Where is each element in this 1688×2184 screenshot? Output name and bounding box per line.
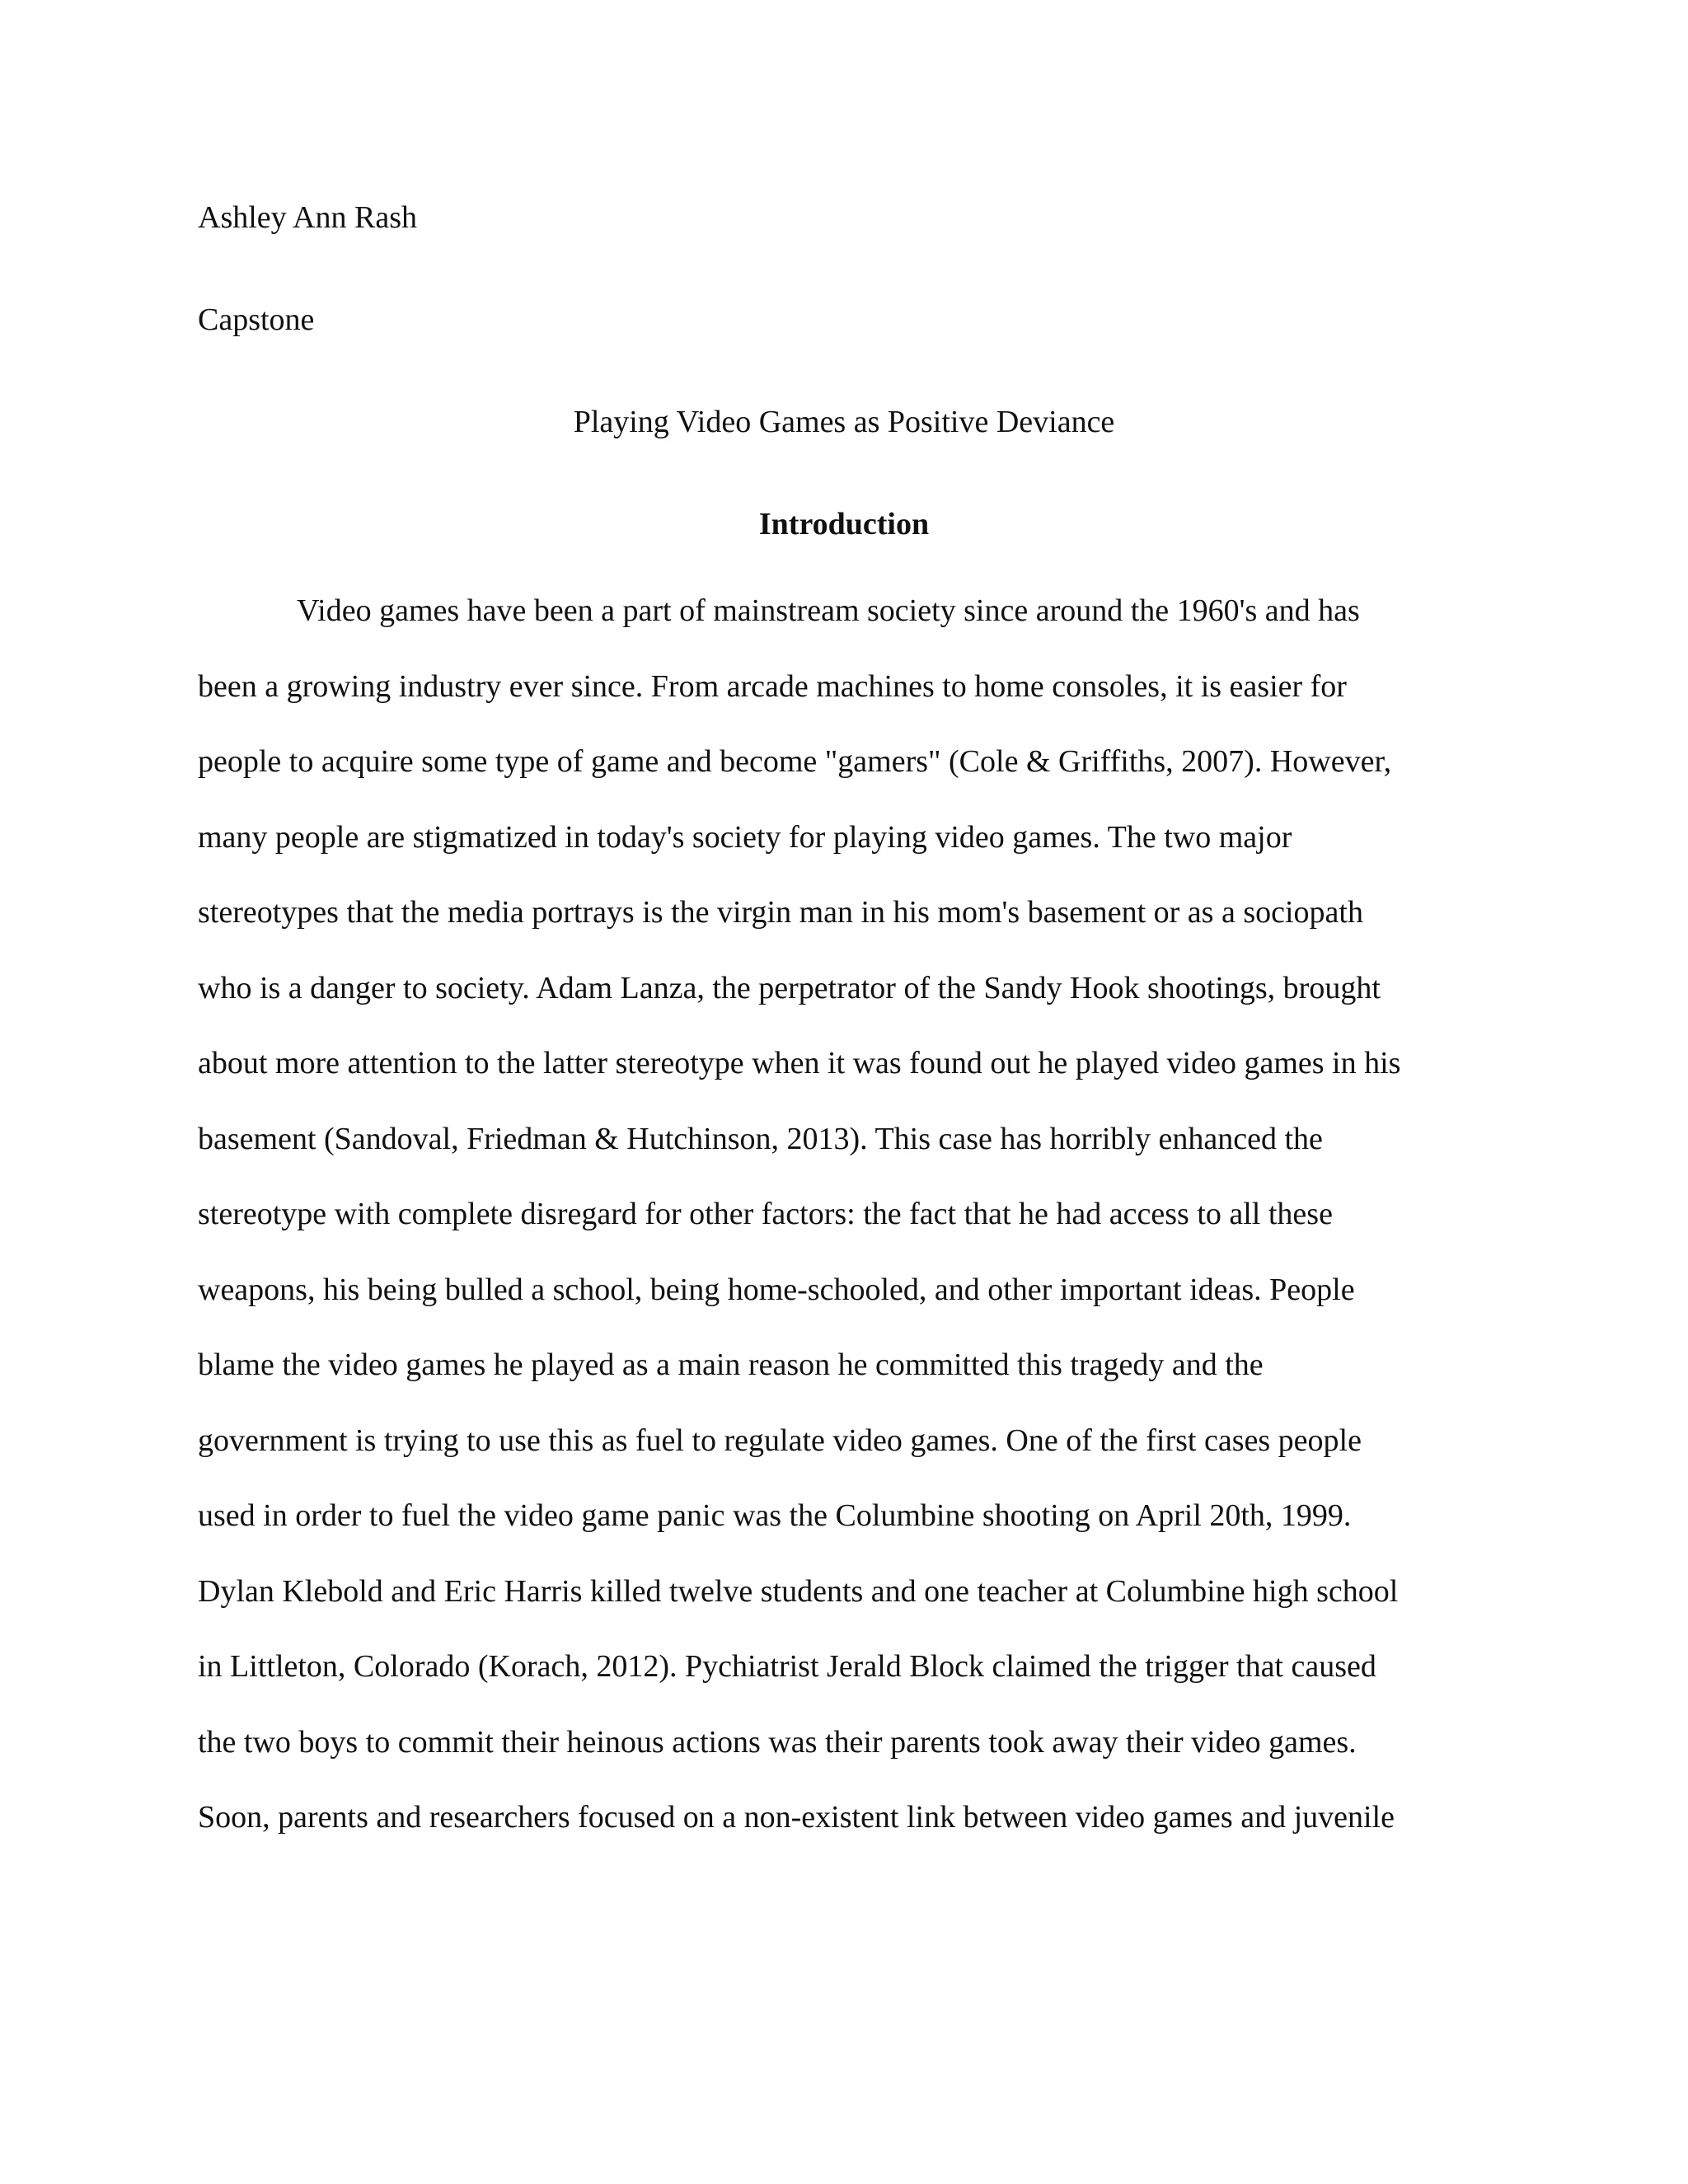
- paragraph-line: in Littleton, Colorado (Korach, 2012). Pychiatrist Jerald Block claimed the trigger that caused: [198, 1649, 1376, 1684]
- paragraph-line: many people are stigmatized in today's society for playing video games. The two major: [198, 819, 1292, 855]
- paragraph-line: stereotype with complete disregard for other factors: the fact that he had access to all these: [198, 1197, 1333, 1231]
- paragraph-line: been a growing industry ever since. From arcade machines to home consoles, it is easier for: [198, 668, 1347, 704]
- paragraph-line: the two boys to commit their heinous actions was their parents took away their video games.: [198, 1724, 1357, 1760]
- paragraph-line: basement (Sandoval, Friedman & Hutchinson, 2013). This case has horribly enhanced the: [198, 1121, 1323, 1156]
- paragraph-line: Soon, parents and researchers focused on a non-existent link between video games and juvenile: [198, 1800, 1395, 1835]
- paragraph-line: who is a danger to society. Adam Lanza, the perpetrator of the Sandy Hook shootings, brought: [198, 970, 1381, 1005]
- paragraph-line: Video games have been a part of mainstream society since around the 1960's and has: [297, 593, 1360, 628]
- paragraph-line: people to acquire some type of game and become "gamers" (Cole & Griffiths, 2007). However,: [198, 744, 1392, 779]
- paragraph-line: used in order to fuel the video game panic was the Columbine shooting on April 20th, 1999.: [198, 1498, 1352, 1533]
- paragraph-line: about more attention to the latter stereotype when it was found out he played video games in his: [198, 1046, 1401, 1080]
- body-paragraph: [198, 574, 1484, 1856]
- section-heading: Introduction: [758, 507, 930, 541]
- author-name: Ashley Ann Rash: [198, 200, 417, 235]
- course-name: Capstone: [198, 302, 315, 337]
- paragraph-line: Dylan Klebold and Eric Harris killed twelve students and one teacher at Columbine high school: [198, 1573, 1399, 1609]
- paragraph-line: government is trying to use this as fuel to regulate video games. One of the first cases people: [198, 1422, 1362, 1458]
- paper-title: Playing Video Games as Positive Deviance: [573, 405, 1115, 439]
- paragraph-line: stereotypes that the media portrays is the virgin man in his mom's basement or as a sociopath: [198, 895, 1363, 930]
- paragraph-line: blame the video games he played as a main reason he committed this tragedy and the: [198, 1347, 1264, 1382]
- paragraph-line: weapons, his being bulled a school, being home-schooled, and other important ideas. People: [198, 1272, 1355, 1307]
